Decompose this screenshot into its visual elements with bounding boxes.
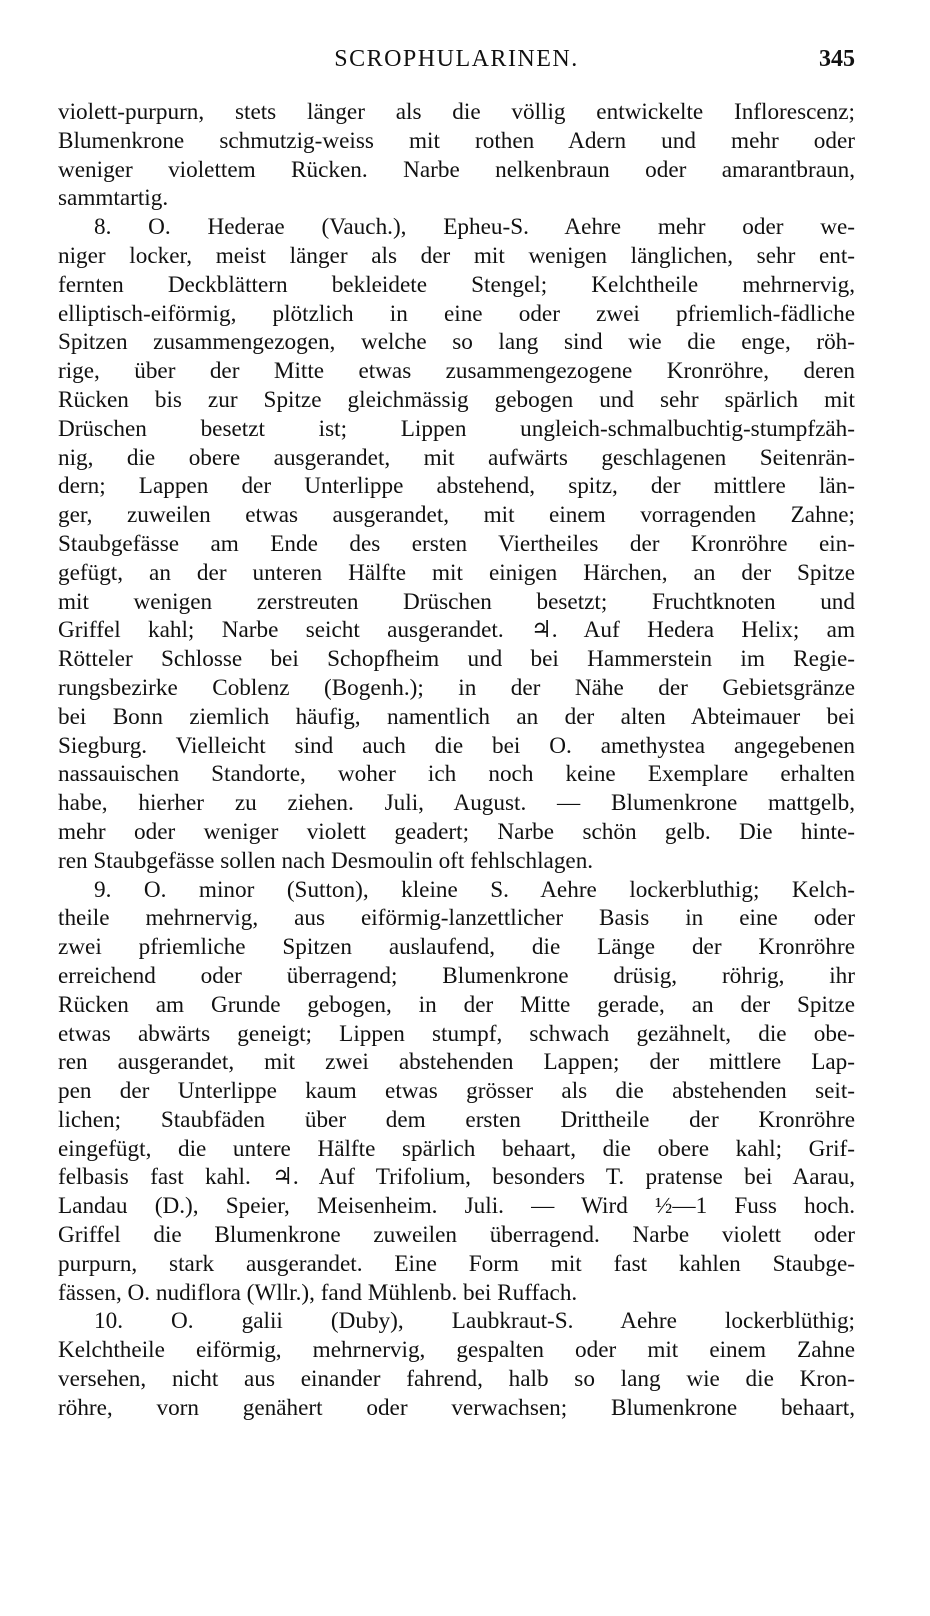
text-line: Siegburg. Vielleicht sind auch die bei O. amethystea angegebenen: [58, 732, 855, 759]
text-line: sammtartig.: [58, 185, 169, 212]
species-heading-line: 10. O. galii (Duby), Laubkraut-S. Aehre lockerblüthig;: [94, 1308, 855, 1335]
text-line: habe, hierher zu ziehen. Juli, August. — Blumenkrone mattgelb,: [58, 790, 855, 817]
text-line: fernten Deckblättern bekleidete Stengel; Kelchtheile mehrnervig,: [58, 271, 855, 298]
text-line: versehen, nicht aus einander fahrend, halb so lang wie die Kron-: [58, 1366, 855, 1393]
text-line: Landau (D.), Speier, Meisenheim. Juli. — Wird ½—1 Fuss hoch.: [58, 1193, 855, 1220]
species-heading-line: 9. O. minor (Sutton), kleine S. Aehre lockerbluthig; Kelch-: [94, 876, 855, 903]
text-line: Rötteler Schlosse bei Schopfheim und bei Hammerstein im Regie-: [58, 646, 855, 673]
text-line: Rücken bis zur Spitze gleichmässig gebogen und sehr spärlich mit: [58, 386, 855, 413]
text-line: zwei pfriemliche Spitzen auslaufend, die Länge der Kronröhre: [58, 934, 855, 961]
text-line: Rücken am Grunde gebogen, in der Mitte gerade, an der Spitze: [58, 991, 855, 1018]
text-line: niger locker, meist länger als der mit wenigen länglichen, sehr ent-: [58, 242, 855, 269]
text-line: nig, die obere ausgerandet, mit aufwärts geschlagenen Seitenrän-: [58, 444, 855, 471]
text-line: felbasis fast kahl. ♃. Auf Trifolium, besonders T. pratense bei Aarau,: [58, 1164, 855, 1191]
text-line: violett-purpurn, stets länger als die völlig entwickelte Inflorescenz;: [58, 99, 855, 125]
text-line: dern; Lappen der Unterlippe abstehend, spitz, der mittlere län-: [58, 473, 855, 500]
text-line: Drüschen besetzt ist; Lippen ungleich-schmalbuchtig-stumpfzäh-: [58, 415, 855, 442]
running-title: SCROPHULARINEN.: [334, 46, 579, 72]
text-line: Staubgefässe am Ende des ersten Viertheiles der Kronröhre ein-: [58, 530, 855, 557]
text-line: bei Bonn ziemlich häufig, namentlich an der alten Abteimauer bei: [58, 703, 855, 730]
text-line: Spitzen zusammengezogen, welche so lang sind wie die enge, röh-: [58, 329, 855, 356]
text-line: etwas abwärts geneigt; Lippen stumpf, schwach gezähnelt, die obe-: [58, 1020, 855, 1047]
text-line: mehr oder weniger violett geadert; Narbe schön gelb. Die hinte-: [58, 818, 855, 845]
text-line: mit wenigen zerstreuten Drüschen besetzt; Fruchtknoten und: [58, 588, 855, 615]
species-heading-line: 8. O. Hederae (Vauch.), Epheu-S. Aehre mehr oder we-: [94, 214, 855, 241]
text-line: ger, zuweilen etwas ausgerandet, mit einem vorragenden Zahne;: [58, 502, 855, 529]
page-body: [58, 98, 855, 1423]
text-line: fässen, O. nudiflora (Wllr.), fand Mühlenb. bei Ruffach.: [58, 1279, 578, 1306]
text-line: röhre, vorn genähert oder verwachsen; Blumenkrone behaart,: [58, 1394, 855, 1421]
page-header: [58, 40, 855, 80]
text-line: gefügt, an der unteren Hälfte mit einigen Härchen, an der Spitze: [58, 559, 855, 586]
text-line: theile mehrnervig, aus eiförmig-lanzettlicher Basis in eine oder: [58, 905, 855, 932]
text-line: ren Staubgefässe sollen nach Desmoulin oft fehlschlagen.: [58, 847, 594, 874]
text-line: rungsbezirke Coblenz (Bogenh.); in der Nähe der Gebietsgränze: [58, 674, 855, 701]
text-line: weniger violettem Rücken. Narbe nelkenbraun oder amarantbraun,: [58, 156, 855, 183]
text-line: pen der Unterlippe kaum etwas grösser als die abstehenden seit-: [58, 1078, 855, 1105]
text-line: nassauischen Standorte, woher ich noch keine Exemplare erhalten: [58, 761, 855, 788]
text-line: Griffel die Blumenkrone zuweilen überragend. Narbe violett oder: [58, 1222, 855, 1249]
text-line: ren ausgerandet, mit zwei abstehenden Lappen; der mittlere Lap-: [58, 1049, 855, 1076]
text-line: Kelchtheile eiförmig, mehrnervig, gespalten oder mit einem Zahne: [58, 1337, 855, 1364]
text-line: lichen; Staubfäden über dem ersten Drittheile der Kronröhre: [58, 1106, 855, 1133]
page-number: 345: [819, 46, 855, 72]
text-line: Griffel kahl; Narbe seicht ausgerandet. ♃. Auf Hedera Helix; am: [58, 617, 855, 644]
text-line: Blumenkrone schmutzig-weiss mit rothen Adern und mehr oder: [58, 127, 855, 154]
text-line: purpurn, stark ausgerandet. Eine Form mit fast kahlen Staubge-: [58, 1250, 855, 1277]
text-line: eingefügt, die untere Hälfte spärlich behaart, die obere kahl; Grif-: [58, 1135, 855, 1162]
text-line: erreichend oder überragend; Blumenkrone drüsig, röhrig, ihr: [58, 962, 855, 989]
text-line: elliptisch-eiförmig, plötzlich in eine oder zwei pfriemlich-fädliche: [58, 300, 855, 327]
text-line: rige, über der Mitte etwas zusammengezogene Kronröhre, deren: [58, 358, 855, 385]
